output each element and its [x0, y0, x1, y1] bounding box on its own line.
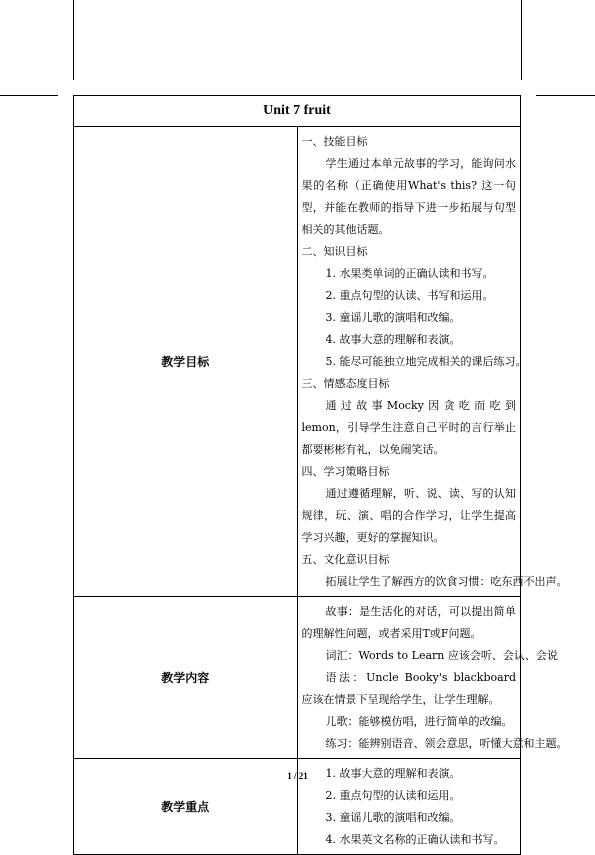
page-title: Unit 7 fruit: [74, 96, 521, 127]
story-text: 故事：是生活化的对话，可以提出简单的理解性问题，或者采用T或F问题。: [301, 605, 516, 640]
rhyme-text: 儿歌：能够模仿唱，进行简单的改编。: [325, 715, 513, 728]
strategy-heading: 四、学习策略目标: [301, 465, 390, 478]
strategy-text: 通过遵循理解，听、说、读、写的认知规律，玩、演、唱的合作学习，让学生提高学习兴趣，更好的掌握知识。: [301, 487, 516, 544]
crop-mark-top-right: [536, 95, 595, 96]
grammar-text: 语法：Uncle Booky's blackboard 应该在情景下呈现给学生，让学生理解。: [301, 671, 516, 706]
row-label-content: 教学内容: [74, 597, 298, 759]
culture-text: 拓展让学生了解西方的饮食习惯：吃东西不出声。: [325, 575, 568, 588]
skill-text: 学生通过本单元故事的学习，能询问水果的名称（正确使用What's this? 这一句型，并能在教师的指导下进一步拓展与句型相关的其他话题。: [301, 157, 516, 236]
list-item: 2. 重点句型的认读、书写和运用。: [325, 289, 494, 302]
emotion-heading: 三、情感态度目标: [301, 377, 390, 390]
knowledge-heading: 二、知识目标: [301, 245, 368, 258]
list-item: 3. 童谣儿歌的演唱和改编。: [325, 311, 461, 324]
list-item: 1. 故事大意的理解和表演。: [325, 767, 461, 780]
content-content: [297, 597, 568, 759]
skill-heading: 一、技能目标: [301, 135, 368, 148]
table-row: [74, 597, 521, 759]
row-label-key-points: 教学重点: [74, 759, 298, 855]
culture-heading: 五、文化意识目标: [301, 553, 390, 566]
list-item: 2. 重点句型的认读和运用。: [325, 789, 461, 802]
list-item: 5. 能尽可能独立地完成相关的课后练习。: [325, 355, 527, 368]
objectives-content: [297, 127, 568, 597]
vocab-text: 词汇：Words to Learn 应该会听、会认、会说: [325, 649, 558, 662]
crop-mark-top-left-vertical: [73, 0, 74, 80]
list-item: 3. 童谣儿歌的演唱和改编。: [325, 811, 461, 824]
crop-mark-top-right-vertical: [521, 0, 522, 80]
lesson-plan-table: [73, 95, 568, 855]
list-item: 1. 水果类单词的正确认读和书写。: [325, 267, 494, 280]
list-item: 4. 故事大意的理解和表演。: [325, 333, 461, 346]
page-number: 1 / 21: [287, 771, 308, 781]
table-row: [74, 127, 521, 597]
crop-mark-top-left: [0, 95, 58, 96]
row-label-objectives: 教学目标: [74, 127, 298, 597]
practice-text: 练习：能辨别语音、领会意思，听懂大意和主题。: [325, 737, 568, 750]
list-item: 4. 水果英文名称的正确认读和书写。: [325, 833, 505, 846]
emotion-text: 通过故事Mocky因贪吃而吃到lemon，引导学生注意自己平时的言行举止都要彬彬有礼，以免闹笑话。: [301, 399, 516, 456]
